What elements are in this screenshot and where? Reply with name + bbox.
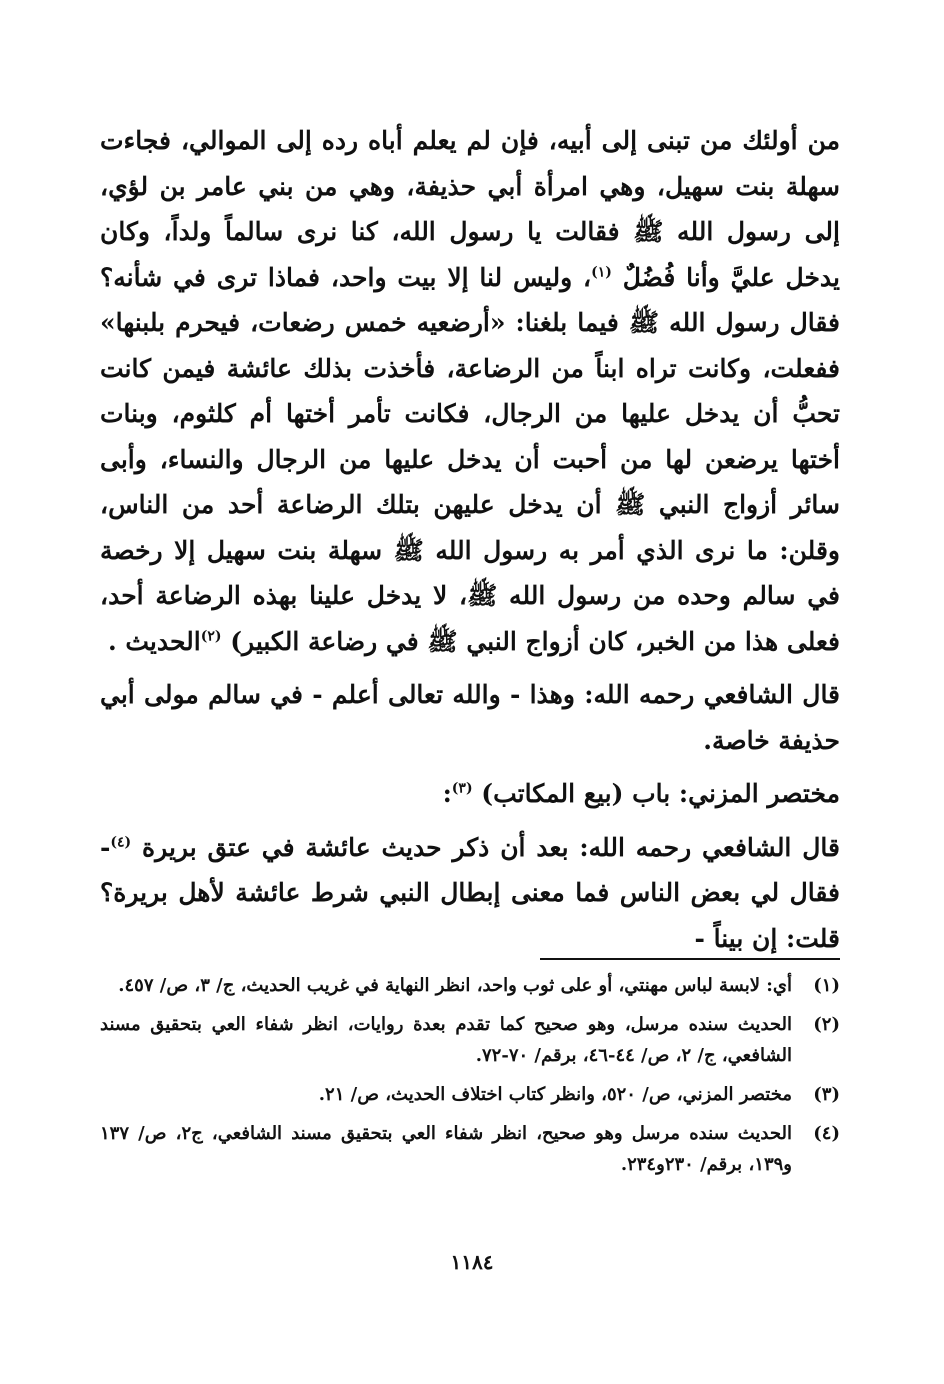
footnote-text: مختصر المزني، ص/ ٥٢٠، وانظر كتاب اختلاف الحديث، ص/ ٢١. (318, 1084, 792, 1105)
footnote-text: الحديث سنده مرسل، وهو صحيح كما تقدم بعدة روايات، انظر شفاء العي بتحقيق مسند الشافعي، ج/ ٢، ص/ ٤٤-٤٦، برقم/ ٧٠-٧٢. (100, 1014, 792, 1066)
page-number: ١١٨٤ (450, 1250, 494, 1274)
footnote-item (100, 1079, 840, 1110)
footnote-number: (٣) (813, 1084, 840, 1105)
footnotes (100, 970, 840, 1188)
paragraph-2 (100, 672, 840, 763)
speaker-label: قال الشافعي رحمه الله: (579, 832, 841, 862)
footnote-divider (540, 958, 840, 960)
section-heading (100, 771, 840, 817)
hadith-quote: أرضعيه خمس رضعات، فيحرم بلبنها (115, 308, 490, 337)
section-heading-tail: : (442, 779, 452, 808)
footnote-number: (١) (813, 975, 840, 996)
paragraph-3 (100, 825, 840, 962)
footnote-number: (٢) (813, 1014, 840, 1035)
footnote-ref-2: (٢) (200, 628, 222, 645)
footnote-ref-1: (١) (591, 264, 612, 281)
paragraph-1-text-c: » ففعلت، وكانت تراه ابناً من الرضاعة، فأخذت بذلك عائشة فيمن كانت تحبُّ أن يدخل عليها من الرجال، فكانت تأمر أختها أم كلثوم، وبنات أختها يرضعن لها من أحبت أن يدخل عليها من الرجال والنساء، وأبى سائر أزواج النبي ﷺ أن يدخل عليهن بتلك الرضاعة أحد من الناس، وقلن: ما نرى الذي أمر به رسول الله ﷺ سهلة بنت سهيل إلا رخصة في سالم وحده من رسول الله ﷺ، لا يدخل علينا بهذه الرضاعة أحد، فعلى هذا من الخبر، كان أزواج النبي ﷺ في رضاعة الكبير) (100, 308, 840, 656)
footnote-text: الحديث سنده مرسل وهو صحيح، انظر شفاء العي بتحقيق مسند الشافعي، ج٢، ص/ ١٣٧ و١٣٩، برقم/ ٢٣٠و٢٣٤. (100, 1123, 792, 1175)
speaker-label: قال الشافعي رحمه الله: (584, 680, 841, 709)
paragraph-1-text-d: الحديث . (107, 626, 201, 656)
paragraph-1 (100, 118, 840, 664)
footnote-ref-3: (٣) (451, 780, 473, 797)
footnote-ref-4: (٤) (110, 834, 132, 851)
section-heading-text: مختصر المزني: باب (بيع المكاتب) (472, 779, 840, 808)
footnote-item (100, 1009, 840, 1071)
paragraph-3-text-b: - فقال لي بعض الناس فما معنى إبطال النبي شرط عائشة لأهل بريرة؟ قلت: إن بيناً - (100, 832, 840, 953)
paragraph-3-text-a: بعد أن ذكر حديث عائشة في عتق بريرة (131, 832, 580, 862)
paragraph-1-text-b: ، وليس لنا إلا بيت واحد، فماذا ترى في شأنه؟ فقال رسول الله ﷺ فيما بلغنا: « (100, 262, 840, 337)
footnote-item (100, 1118, 840, 1180)
footnote-text: أي: لابسة لباس مهنتي، أو على ثوب واحد، انظر النهاية في غريب الحديث، ج/ ٣، ص/ ٤٥٧. (118, 975, 792, 996)
paragraph-1-text-a: من أولئك من تبنى إلى أبيه، فإن لم يعلم أباه رده إلى الموالي، فجاءت سهلة بنت سهيل، وهي امرأة أبي حذيفة، وهي من بني عامر بن لؤي، إلى رسول الله ﷺ فقالت يا رسول الله، كنا نرى سالماً ولداً، وكان يدخل عليَّ وأنا فُضُلٌ (100, 126, 840, 292)
footnote-number: (٤) (813, 1123, 840, 1144)
footnote-item (100, 970, 840, 1001)
paragraph-2-text: وهذا - والله تعالى أعلم - في سالم مولى أبي حذيفة خاصة. (100, 680, 840, 755)
main-text (100, 118, 840, 961)
